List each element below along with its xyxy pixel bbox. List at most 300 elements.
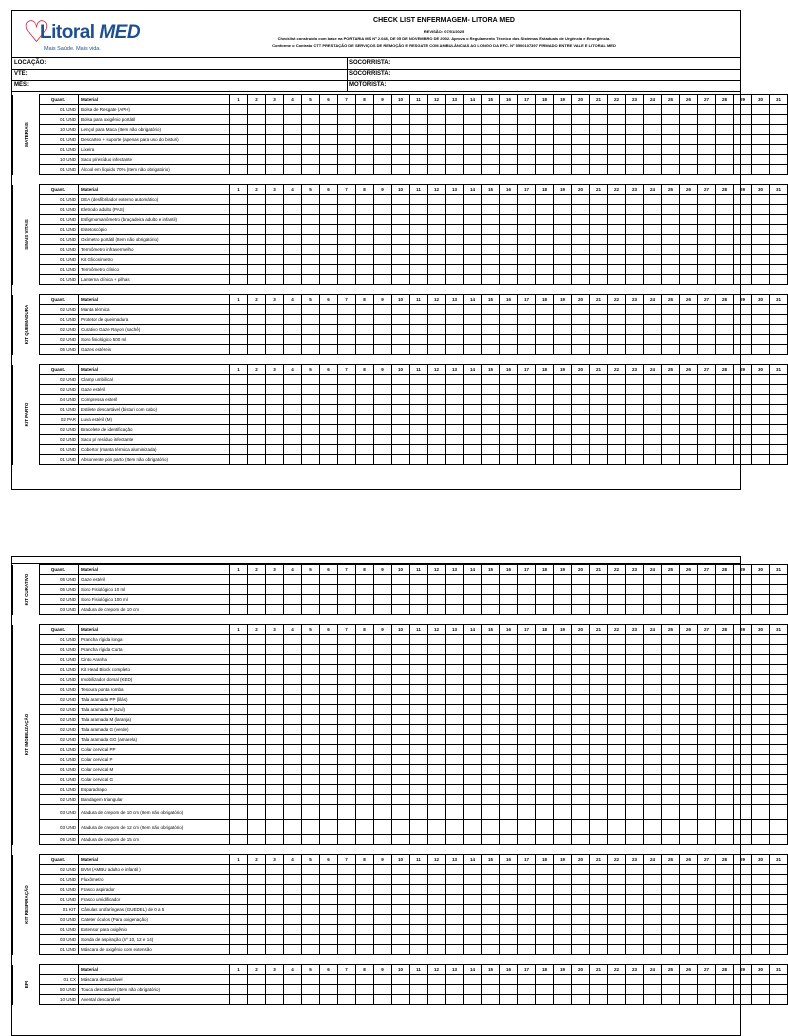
check-cell[interactable] <box>572 645 590 655</box>
check-cell[interactable] <box>536 145 554 155</box>
check-cell[interactable] <box>284 305 302 315</box>
check-cell[interactable] <box>392 765 410 775</box>
check-cell[interactable] <box>680 985 698 995</box>
check-cell[interactable] <box>284 425 302 435</box>
check-cell[interactable] <box>626 820 644 835</box>
check-cell[interactable] <box>320 665 338 675</box>
check-cell[interactable] <box>590 205 608 215</box>
check-cell[interactable] <box>428 695 446 705</box>
check-cell[interactable] <box>374 995 392 1005</box>
check-cell[interactable] <box>500 695 518 705</box>
check-cell[interactable] <box>392 675 410 685</box>
check-cell[interactable] <box>428 745 446 755</box>
check-cell[interactable] <box>284 975 302 985</box>
check-cell[interactable] <box>770 245 788 255</box>
check-cell[interactable] <box>230 665 248 675</box>
check-cell[interactable] <box>572 675 590 685</box>
check-cell[interactable] <box>680 895 698 905</box>
check-cell[interactable] <box>410 755 428 765</box>
check-cell[interactable] <box>644 255 662 265</box>
check-cell[interactable] <box>626 335 644 345</box>
check-cell[interactable] <box>716 235 734 245</box>
check-cell[interactable] <box>500 425 518 435</box>
check-cell[interactable] <box>752 805 770 820</box>
check-cell[interactable] <box>464 715 482 725</box>
check-cell[interactable] <box>662 145 680 155</box>
check-cell[interactable] <box>626 155 644 165</box>
check-cell[interactable] <box>536 375 554 385</box>
check-cell[interactable] <box>626 695 644 705</box>
check-cell[interactable] <box>410 205 428 215</box>
check-cell[interactable] <box>446 115 464 125</box>
check-cell[interactable] <box>428 135 446 145</box>
check-cell[interactable] <box>266 635 284 645</box>
check-cell[interactable] <box>608 865 626 875</box>
check-cell[interactable] <box>662 435 680 445</box>
check-cell[interactable] <box>770 145 788 155</box>
check-cell[interactable] <box>590 305 608 315</box>
check-cell[interactable] <box>464 725 482 735</box>
check-cell[interactable] <box>644 585 662 595</box>
check-cell[interactable] <box>518 735 536 745</box>
check-cell[interactable] <box>446 245 464 255</box>
check-cell[interactable] <box>284 595 302 605</box>
check-cell[interactable] <box>626 385 644 395</box>
check-cell[interactable] <box>626 605 644 615</box>
check-cell[interactable] <box>554 375 572 385</box>
check-cell[interactable] <box>572 925 590 935</box>
check-cell[interactable] <box>572 325 590 335</box>
check-cell[interactable] <box>392 375 410 385</box>
check-cell[interactable] <box>554 635 572 645</box>
check-cell[interactable] <box>428 435 446 445</box>
check-cell[interactable] <box>266 315 284 325</box>
check-cell[interactable] <box>734 205 752 215</box>
check-cell[interactable] <box>356 255 374 265</box>
check-cell[interactable] <box>644 895 662 905</box>
check-cell[interactable] <box>752 675 770 685</box>
check-cell[interactable] <box>482 605 500 615</box>
check-cell[interactable] <box>356 115 374 125</box>
check-cell[interactable] <box>518 795 536 805</box>
check-cell[interactable] <box>320 895 338 905</box>
check-cell[interactable] <box>752 895 770 905</box>
check-cell[interactable] <box>464 215 482 225</box>
check-cell[interactable] <box>482 205 500 215</box>
check-cell[interactable] <box>338 785 356 795</box>
check-cell[interactable] <box>320 225 338 235</box>
check-cell[interactable] <box>248 575 266 585</box>
check-cell[interactable] <box>680 315 698 325</box>
check-cell[interactable] <box>500 775 518 785</box>
check-cell[interactable] <box>500 725 518 735</box>
check-cell[interactable] <box>284 345 302 355</box>
check-cell[interactable] <box>590 715 608 725</box>
check-cell[interactable] <box>284 215 302 225</box>
check-cell[interactable] <box>410 915 428 925</box>
check-cell[interactable] <box>302 695 320 705</box>
check-cell[interactable] <box>500 415 518 425</box>
check-cell[interactable] <box>554 715 572 725</box>
check-cell[interactable] <box>590 265 608 275</box>
check-cell[interactable] <box>626 765 644 775</box>
check-cell[interactable] <box>680 325 698 335</box>
check-cell[interactable] <box>734 785 752 795</box>
check-cell[interactable] <box>770 975 788 985</box>
check-cell[interactable] <box>482 995 500 1005</box>
check-cell[interactable] <box>320 635 338 645</box>
check-cell[interactable] <box>428 635 446 645</box>
check-cell[interactable] <box>608 705 626 715</box>
check-cell[interactable] <box>284 705 302 715</box>
check-cell[interactable] <box>662 905 680 915</box>
check-cell[interactable] <box>680 785 698 795</box>
check-cell[interactable] <box>554 985 572 995</box>
check-cell[interactable] <box>770 685 788 695</box>
check-cell[interactable] <box>446 820 464 835</box>
check-cell[interactable] <box>716 225 734 235</box>
check-cell[interactable] <box>752 135 770 145</box>
check-cell[interactable] <box>680 635 698 645</box>
check-cell[interactable] <box>248 215 266 225</box>
check-cell[interactable] <box>716 715 734 725</box>
check-cell[interactable] <box>536 305 554 315</box>
check-cell[interactable] <box>482 915 500 925</box>
check-cell[interactable] <box>338 395 356 405</box>
check-cell[interactable] <box>464 105 482 115</box>
check-cell[interactable] <box>626 455 644 465</box>
check-cell[interactable] <box>626 215 644 225</box>
check-cell[interactable] <box>698 735 716 745</box>
check-cell[interactable] <box>608 935 626 945</box>
check-cell[interactable] <box>572 335 590 345</box>
check-cell[interactable] <box>770 325 788 335</box>
check-cell[interactable] <box>752 685 770 695</box>
check-cell[interactable] <box>374 605 392 615</box>
check-cell[interactable] <box>482 315 500 325</box>
check-cell[interactable] <box>356 385 374 395</box>
check-cell[interactable] <box>590 985 608 995</box>
check-cell[interactable] <box>284 225 302 235</box>
check-cell[interactable] <box>626 255 644 265</box>
check-cell[interactable] <box>410 225 428 235</box>
check-cell[interactable] <box>482 745 500 755</box>
check-cell[interactable] <box>338 585 356 595</box>
check-cell[interactable] <box>230 835 248 845</box>
check-cell[interactable] <box>464 675 482 685</box>
check-cell[interactable] <box>734 105 752 115</box>
check-cell[interactable] <box>500 125 518 135</box>
check-cell[interactable] <box>734 455 752 465</box>
check-cell[interactable] <box>392 875 410 885</box>
check-cell[interactable] <box>248 245 266 255</box>
check-cell[interactable] <box>320 585 338 595</box>
check-cell[interactable] <box>644 655 662 665</box>
check-cell[interactable] <box>392 975 410 985</box>
check-cell[interactable] <box>662 725 680 735</box>
check-cell[interactable] <box>518 765 536 775</box>
check-cell[interactable] <box>554 195 572 205</box>
check-cell[interactable] <box>518 715 536 725</box>
check-cell[interactable] <box>752 935 770 945</box>
check-cell[interactable] <box>590 425 608 435</box>
check-cell[interactable] <box>320 445 338 455</box>
check-cell[interactable] <box>662 585 680 595</box>
check-cell[interactable] <box>734 125 752 135</box>
check-cell[interactable] <box>446 915 464 925</box>
check-cell[interactable] <box>662 395 680 405</box>
check-cell[interactable] <box>392 255 410 265</box>
check-cell[interactable] <box>680 135 698 145</box>
check-cell[interactable] <box>302 995 320 1005</box>
check-cell[interactable] <box>608 145 626 155</box>
check-cell[interactable] <box>320 275 338 285</box>
check-cell[interactable] <box>302 315 320 325</box>
check-cell[interactable] <box>572 165 590 175</box>
check-cell[interactable] <box>572 805 590 820</box>
check-cell[interactable] <box>536 235 554 245</box>
check-cell[interactable] <box>500 575 518 585</box>
check-cell[interactable] <box>374 205 392 215</box>
check-cell[interactable] <box>770 425 788 435</box>
check-cell[interactable] <box>284 865 302 875</box>
check-cell[interactable] <box>680 675 698 685</box>
check-cell[interactable] <box>644 835 662 845</box>
check-cell[interactable] <box>500 685 518 695</box>
check-cell[interactable] <box>410 335 428 345</box>
check-cell[interactable] <box>320 105 338 115</box>
check-cell[interactable] <box>338 265 356 275</box>
check-cell[interactable] <box>500 345 518 355</box>
check-cell[interactable] <box>446 715 464 725</box>
check-cell[interactable] <box>302 255 320 265</box>
check-cell[interactable] <box>644 915 662 925</box>
check-cell[interactable] <box>230 405 248 415</box>
check-cell[interactable] <box>302 945 320 955</box>
check-cell[interactable] <box>536 315 554 325</box>
check-cell[interactable] <box>698 895 716 905</box>
check-cell[interactable] <box>500 975 518 985</box>
check-cell[interactable] <box>392 725 410 735</box>
check-cell[interactable] <box>626 705 644 715</box>
check-cell[interactable] <box>680 805 698 820</box>
check-cell[interactable] <box>680 705 698 715</box>
check-cell[interactable] <box>446 415 464 425</box>
check-cell[interactable] <box>590 885 608 895</box>
check-cell[interactable] <box>698 115 716 125</box>
check-cell[interactable] <box>680 905 698 915</box>
check-cell[interactable] <box>302 135 320 145</box>
check-cell[interactable] <box>680 235 698 245</box>
check-cell[interactable] <box>536 635 554 645</box>
check-cell[interactable] <box>356 215 374 225</box>
check-cell[interactable] <box>356 415 374 425</box>
check-cell[interactable] <box>410 575 428 585</box>
check-cell[interactable] <box>410 945 428 955</box>
check-cell[interactable] <box>752 945 770 955</box>
check-cell[interactable] <box>500 915 518 925</box>
check-cell[interactable] <box>248 935 266 945</box>
check-cell[interactable] <box>536 195 554 205</box>
check-cell[interactable] <box>554 605 572 615</box>
check-cell[interactable] <box>662 595 680 605</box>
check-cell[interactable] <box>536 905 554 915</box>
check-cell[interactable] <box>662 415 680 425</box>
check-cell[interactable] <box>428 715 446 725</box>
check-cell[interactable] <box>572 305 590 315</box>
check-cell[interactable] <box>266 705 284 715</box>
check-cell[interactable] <box>554 215 572 225</box>
check-cell[interactable] <box>374 425 392 435</box>
check-cell[interactable] <box>680 885 698 895</box>
check-cell[interactable] <box>662 225 680 235</box>
check-cell[interactable] <box>428 645 446 655</box>
check-cell[interactable] <box>734 265 752 275</box>
check-cell[interactable] <box>410 455 428 465</box>
check-cell[interactable] <box>248 745 266 755</box>
check-cell[interactable] <box>464 165 482 175</box>
check-cell[interactable] <box>428 895 446 905</box>
check-cell[interactable] <box>320 145 338 155</box>
check-cell[interactable] <box>482 235 500 245</box>
check-cell[interactable] <box>248 445 266 455</box>
socorrista-field-2[interactable]: SOCORRISTA: <box>349 71 391 77</box>
check-cell[interactable] <box>752 205 770 215</box>
check-cell[interactable] <box>410 375 428 385</box>
check-cell[interactable] <box>716 725 734 735</box>
check-cell[interactable] <box>248 595 266 605</box>
check-cell[interactable] <box>662 795 680 805</box>
check-cell[interactable] <box>464 385 482 395</box>
check-cell[interactable] <box>374 985 392 995</box>
check-cell[interactable] <box>500 635 518 645</box>
check-cell[interactable] <box>680 245 698 255</box>
check-cell[interactable] <box>554 125 572 135</box>
check-cell[interactable] <box>284 395 302 405</box>
check-cell[interactable] <box>320 305 338 315</box>
check-cell[interactable] <box>608 895 626 905</box>
check-cell[interactable] <box>392 305 410 315</box>
check-cell[interactable] <box>338 325 356 335</box>
check-cell[interactable] <box>446 645 464 655</box>
check-cell[interactable] <box>716 775 734 785</box>
check-cell[interactable] <box>464 205 482 215</box>
check-cell[interactable] <box>446 375 464 385</box>
check-cell[interactable] <box>284 325 302 335</box>
check-cell[interactable] <box>644 115 662 125</box>
check-cell[interactable] <box>698 685 716 695</box>
check-cell[interactable] <box>500 985 518 995</box>
check-cell[interactable] <box>230 695 248 705</box>
check-cell[interactable] <box>608 385 626 395</box>
check-cell[interactable] <box>320 135 338 145</box>
check-cell[interactable] <box>338 775 356 785</box>
check-cell[interactable] <box>500 165 518 175</box>
check-cell[interactable] <box>266 665 284 675</box>
check-cell[interactable] <box>716 975 734 985</box>
check-cell[interactable] <box>266 795 284 805</box>
check-cell[interactable] <box>446 405 464 415</box>
check-cell[interactable] <box>554 885 572 895</box>
check-cell[interactable] <box>302 415 320 425</box>
check-cell[interactable] <box>302 685 320 695</box>
check-cell[interactable] <box>428 705 446 715</box>
check-cell[interactable] <box>770 775 788 785</box>
check-cell[interactable] <box>662 275 680 285</box>
check-cell[interactable] <box>302 795 320 805</box>
check-cell[interactable] <box>320 935 338 945</box>
check-cell[interactable] <box>590 165 608 175</box>
check-cell[interactable] <box>284 675 302 685</box>
check-cell[interactable] <box>356 755 374 765</box>
check-cell[interactable] <box>644 435 662 445</box>
check-cell[interactable] <box>392 795 410 805</box>
check-cell[interactable] <box>338 345 356 355</box>
check-cell[interactable] <box>392 225 410 235</box>
check-cell[interactable] <box>518 205 536 215</box>
check-cell[interactable] <box>410 875 428 885</box>
check-cell[interactable] <box>662 695 680 705</box>
check-cell[interactable] <box>554 425 572 435</box>
check-cell[interactable] <box>680 695 698 705</box>
check-cell[interactable] <box>536 405 554 415</box>
check-cell[interactable] <box>410 745 428 755</box>
check-cell[interactable] <box>554 935 572 945</box>
check-cell[interactable] <box>572 715 590 725</box>
check-cell[interactable] <box>302 585 320 595</box>
check-cell[interactable] <box>626 305 644 315</box>
check-cell[interactable] <box>536 935 554 945</box>
check-cell[interactable] <box>752 715 770 725</box>
check-cell[interactable] <box>248 155 266 165</box>
check-cell[interactable] <box>482 635 500 645</box>
check-cell[interactable] <box>572 315 590 325</box>
check-cell[interactable] <box>554 145 572 155</box>
check-cell[interactable] <box>302 195 320 205</box>
check-cell[interactable] <box>590 135 608 145</box>
check-cell[interactable] <box>302 395 320 405</box>
check-cell[interactable] <box>482 985 500 995</box>
check-cell[interactable] <box>266 725 284 735</box>
check-cell[interactable] <box>446 735 464 745</box>
check-cell[interactable] <box>752 795 770 805</box>
check-cell[interactable] <box>626 935 644 945</box>
check-cell[interactable] <box>752 105 770 115</box>
check-cell[interactable] <box>626 425 644 435</box>
check-cell[interactable] <box>248 335 266 345</box>
check-cell[interactable] <box>680 105 698 115</box>
check-cell[interactable] <box>518 335 536 345</box>
check-cell[interactable] <box>302 265 320 275</box>
check-cell[interactable] <box>482 715 500 725</box>
check-cell[interactable] <box>644 215 662 225</box>
check-cell[interactable] <box>734 775 752 785</box>
check-cell[interactable] <box>662 325 680 335</box>
check-cell[interactable] <box>752 755 770 765</box>
check-cell[interactable] <box>626 725 644 735</box>
check-cell[interactable] <box>410 635 428 645</box>
check-cell[interactable] <box>608 735 626 745</box>
check-cell[interactable] <box>698 105 716 115</box>
check-cell[interactable] <box>320 785 338 795</box>
check-cell[interactable] <box>626 595 644 605</box>
check-cell[interactable] <box>266 675 284 685</box>
check-cell[interactable] <box>608 695 626 705</box>
check-cell[interactable] <box>608 725 626 735</box>
check-cell[interactable] <box>392 235 410 245</box>
check-cell[interactable] <box>500 945 518 955</box>
check-cell[interactable] <box>608 415 626 425</box>
